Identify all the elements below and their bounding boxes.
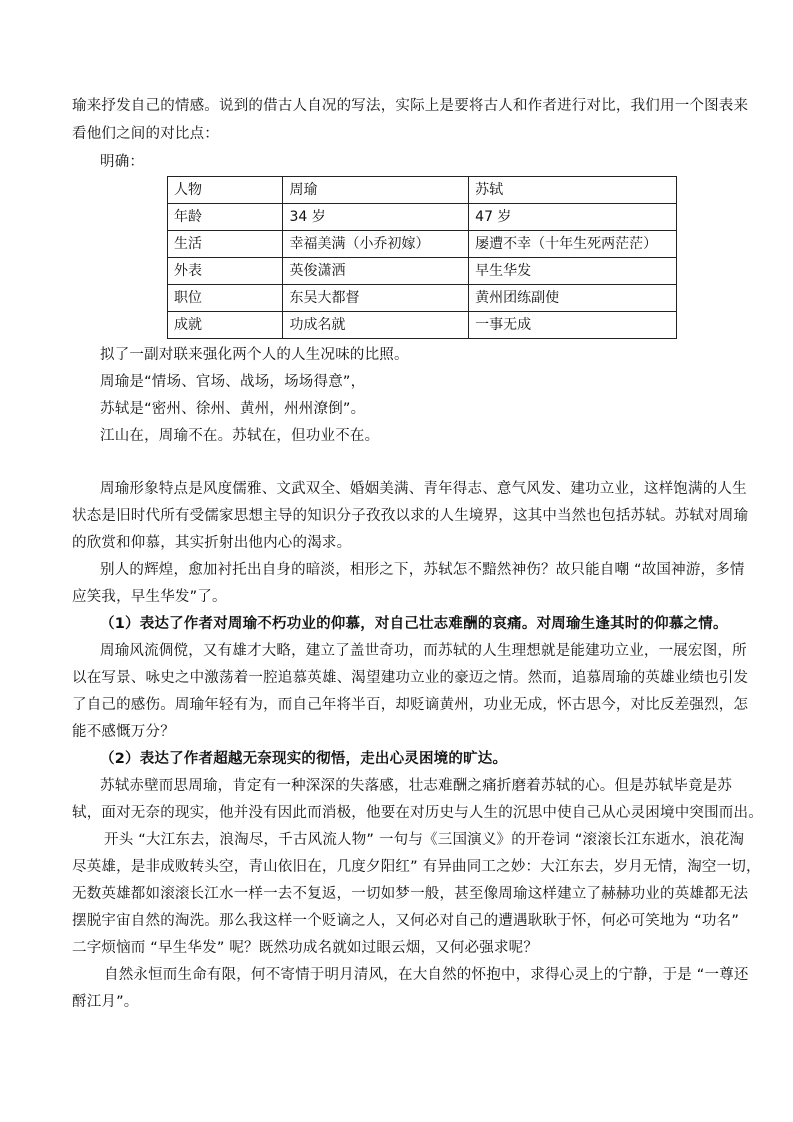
paragraph-line: 二字烦恼而 “早生华发” 呢？既然功成名就如过眼云烟，又何必强求呢？ bbox=[72, 940, 539, 956]
paragraph-line: 应笑我，早生华发”了。 bbox=[72, 589, 227, 605]
table-cell: 幸福美满（小乔初嫁） bbox=[283, 231, 469, 258]
table-row bbox=[168, 312, 677, 339]
table-row bbox=[168, 204, 677, 231]
table-row bbox=[168, 258, 677, 285]
paragraph-line: 开头 “大江东去，浪淘尽，千古风流人物” 一句与《三国演义》的开卷词 “滚滚长江东逝水，浪花淘 bbox=[104, 832, 745, 848]
intro-line-1: 瑜来抒发自己的情感。说到的借古人自况的写法，实际上是要将古人和作者进行对比，我们用一个图表来 bbox=[72, 98, 749, 114]
table-cell: 47 岁 bbox=[469, 204, 677, 231]
couplet-line-2: 苏轼是“密州、徐州、黄州，州州潦倒”。 bbox=[100, 401, 366, 417]
table-cell: 早生华发 bbox=[469, 258, 677, 285]
table-row bbox=[168, 285, 677, 312]
table-cell: 苏轼 bbox=[469, 177, 677, 204]
table-cell: 成就 bbox=[168, 312, 283, 339]
paragraph-line: 酹江月”。 bbox=[72, 994, 139, 1010]
table-cell: 年龄 bbox=[168, 204, 283, 231]
table-cell: 一事无成 bbox=[469, 312, 677, 339]
table-cell: 生活 bbox=[168, 231, 283, 258]
table-row bbox=[168, 231, 677, 258]
couplet-intro: 拟了一副对联来强化两个人的人生况味的比照。 bbox=[100, 347, 409, 363]
section-heading-2: （2）表达了作者超越无奈现实的彻悟，走出心灵困境的旷达。 bbox=[100, 751, 508, 767]
section-heading-1: （1）表达了作者对周瑜不朽功业的仰慕，对自己壮志难酬的哀痛。对周瑜生逢其时的仰慕之情。 bbox=[100, 616, 728, 632]
table-cell: 功成名就 bbox=[283, 312, 469, 339]
table-cell: 屡遭不幸（十年生死两茫茫） bbox=[469, 231, 677, 258]
table-cell: 外表 bbox=[168, 258, 283, 285]
intro-label: 明确： bbox=[100, 154, 145, 170]
table-cell: 周瑜 bbox=[283, 177, 469, 204]
intro-line-2: 看他们之间的对比点： bbox=[72, 126, 219, 142]
paragraph-line: 以在写景、咏史之中激荡着一腔追慕英雄、渴望建功立业的豪迈之情。然而，追慕周瑜的英雄业绩也引发 bbox=[72, 670, 749, 686]
paragraph-line: 摆脱宇宙自然的淘洗。那么我这样一个贬谪之人，又何必对自己的遭遇耿耿于怀，何必可笑地为 “功名” bbox=[72, 913, 740, 929]
table-row bbox=[168, 177, 677, 204]
table-cell: 职位 bbox=[168, 285, 283, 312]
table-cell: 34 岁 bbox=[283, 204, 469, 231]
couplet-summary: 江山在，周瑜不在。苏轼在，但功业不在。 bbox=[100, 428, 380, 444]
table-cell: 人物 bbox=[168, 177, 283, 204]
paragraph-line: 无数英雄都如滚滚长江水一样一去不复返，一切如梦一般，甚至像周瑜这样建立了赫赫功业的英雄都无法 bbox=[72, 886, 749, 902]
table-cell: 英俊潇洒 bbox=[283, 258, 469, 285]
paragraph-line: 苏轼赤壁而思周瑜，肯定有一种深深的失落感，壮志难酬之痛折磨着苏轼的心。但是苏轼毕竟是苏 bbox=[100, 778, 733, 794]
paragraph-line: 周瑜形象特点是风度儒雅、文武双全、婚姻美满、青年得志、意气风发、建功立业，这样饱满的人生 bbox=[100, 481, 747, 497]
paragraph-line: 能不感慨万分？ bbox=[72, 724, 175, 740]
paragraph-line: 了自己的感伤。周瑜年轻有为，而自己年将半百，却贬谪黄州，功业无成，怀古思今，对比反差强烈，怎 bbox=[72, 697, 749, 713]
table-cell: 黄州团练副使 bbox=[469, 285, 677, 312]
couplet-line-1: 周瑜是“情场、官场、战场，场场得意”， bbox=[100, 374, 366, 390]
paragraph-line: 自然永恒而生命有限，何不寄情于明月清风，在大自然的怀抱中，求得心灵上的宁静，于是 “一尊还 bbox=[104, 967, 749, 983]
table-cell: 东吴大都督 bbox=[283, 285, 469, 312]
paragraph-line: 尽英雄，是非成败转头空，青山依旧在，几度夕阳红” 有异曲同工之妙：大江东去，岁月无情，淘空一切， bbox=[72, 859, 761, 875]
paragraph-line: 的欣赏和仰慕，其实折射出他内心的渴求。 bbox=[72, 535, 352, 551]
comparison-table bbox=[167, 176, 677, 339]
paragraph-line: 周瑜风流倜傥，又有雄才大略，建立了盖世奇功，而苏轼的人生理想就是能建功立业，一展宏图，所 bbox=[100, 643, 747, 659]
paragraph-line: 别人的辉煌，愈加衬托出自身的暗淡，相形之下，苏轼怎不黯然神伤？故只能自嘲 “故国神游，多情 bbox=[100, 562, 745, 578]
paragraph-line: 状态是旧时代所有受儒家思想主导的知识分子孜孜以求的人生境界，这其中当然也包括苏轼。苏轼对周瑜 bbox=[72, 508, 749, 524]
paragraph-line: 轼，面对无奈的现实，他并没有因此而消极，他要在对历史与人生的沉思中使自己从心灵困境中突围而出。 bbox=[72, 805, 763, 821]
